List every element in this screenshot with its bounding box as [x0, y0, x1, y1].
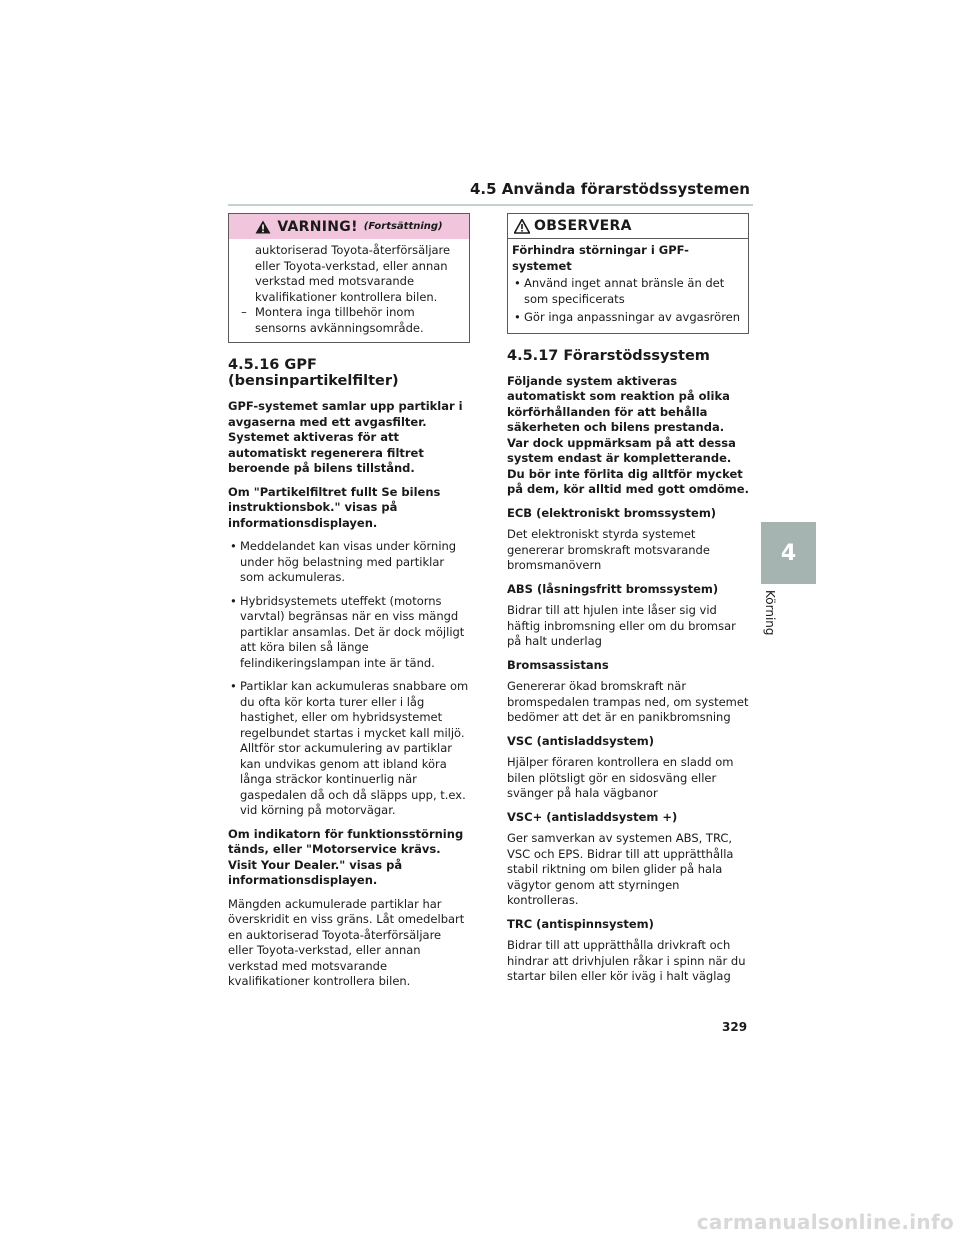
system-name: VSC (antisladdsystem) [507, 733, 655, 748]
observe-bullet-text: Gör inga anpassningar av avgasrören [524, 310, 741, 324]
gpf-intro: GPF-systemet samlar upp partiklar i avgaserna med ett avgasfilter. Systemet aktiveras för att automatiskt regenerera filtret beroende på bilens tillstånd. [228, 399, 463, 475]
header-rule [228, 204, 753, 206]
warning-item [241, 305, 461, 336]
observe-box [507, 213, 749, 334]
system-desc: Hjälper föraren kontrollera en sladd om bilen plötsligt gör en sidosväng eller svänger på hala vägbanor [507, 755, 734, 800]
observe-subheading: Förhindra störningar i GPF-systemet [512, 243, 689, 273]
warning-item-text: Montera inga tillbehör inom sensorns avkänningsområde. [255, 305, 424, 335]
system-name: TRC (antispinnsystem) [507, 916, 654, 931]
warning-header [229, 214, 469, 239]
observe-body [508, 239, 748, 333]
gpf-heading: 4.5.16 GPF (bensinpartikelfilter) [228, 357, 399, 389]
gpf-bullet-text: Meddelandet kan visas under körning under hög belastning med partiklar som ackumuleras. [240, 539, 457, 584]
warning-subtitle: (Fortsättning) [363, 221, 443, 232]
driver-heading: 4.5.17 Förarstödssystem [507, 347, 710, 364]
warning-triangle-icon [255, 220, 271, 234]
bullet-dot-icon: • [514, 276, 521, 290]
bullet-dot-icon: • [230, 539, 237, 553]
page-number: 329 [722, 1020, 748, 1034]
system-name: ECB (elektroniskt bromssystem) [507, 505, 717, 520]
system-desc: Bidrar till att hjulen inte låser sig vid häftig inbromsning eller om du bromsar på halt underlag [507, 603, 736, 648]
gpf-bullet [228, 594, 470, 672]
chapter-tab[interactable] [761, 522, 816, 584]
gpf-final-text: Mängden ackumulerade partiklar har överskridit en viss gräns. Låt omedelbart en auktoriserad Toyota-återförsäljare eller Toyota-verkstad, eller annan verkstad med motsvarande kvalifikationer kontrollera bilen. [228, 896, 465, 988]
system-name: Bromsassistans [507, 657, 609, 672]
system-desc: Det elektroniskt styrda systemet genererar bromskraft motsvarande bromsmanövern [507, 527, 710, 572]
observe-header [508, 214, 748, 239]
gpf-subheading-1: Om "Partikelfiltret fullt Se bilens instruktionsbok." visas på informationsdisplayen. [228, 484, 441, 530]
chapter-label: Körning [763, 590, 777, 636]
system-desc: Genererar ökad bromskraft när bromspedalen trampas ned, om systemet bedömer att det är en panikbromsning [507, 679, 749, 724]
bullet-dot-icon: • [230, 679, 237, 693]
gpf-bullet-text: Hybridsystemets uteffekt (motorns varvtal) begränsas när en viss mängd partiklar ansamlas. Det är dock möjligt att köra bilen så länge felindikeringslampan inte är tänd. [240, 593, 465, 670]
left-column [228, 213, 470, 998]
bullet-dot-icon: • [230, 593, 237, 608]
driver-intro: Följande system aktiveras automatiskt som reaktion på olika körförhållanden för att behålla säkerheten och bilens prestanda. Var dock uppmärksam på att dessa system endast är kompletterande. Du bör inte förlita dig alltför mycket på dem, kör alltid med gott omdöme. [507, 373, 749, 496]
gpf-bullet-text: Partiklar kan ackumuleras snabbare om du ofta kör korta turer eller i låg hastighet, eller om hybridsystemet regelbundet startas i mycket kall miljö. Alltför stor ackumulering av partiklar kan undvikas genom att ibland köra långa sträckor kontinuerlig när gaspedalen då och då släpps upp, t.ex. vid körning på motorvägar. [240, 679, 469, 817]
right-column [507, 213, 749, 993]
watermark: carmanualsonline.info [696, 1210, 954, 1234]
gpf-subheading-2: Om indikatorn för funktionsstörning tänds, eller "Motorservice krävs. Visit Your Dealer." visas på informationsdisplayen. [228, 826, 464, 887]
warning-continuation: auktoriserad Toyota-återförsäljare eller Toyota-verkstad, eller annan verkstad med motsvarande kvalifikationer kontrollera bilen. [255, 243, 451, 304]
system-name: VSC+ (antisladdsystem +) [507, 809, 678, 824]
dash-mark: – [241, 305, 247, 319]
system-desc: Bidrar till att upprätthålla drivkraft och hindrar att drivhjulen råkar i spinn när du startar bilen eller kör iväg i halt väglag [507, 938, 746, 983]
bullet-dot-icon: • [514, 310, 521, 324]
chapter-label-wrap [761, 590, 781, 654]
system-name: ABS (låsningsfritt bromssystem) [507, 581, 719, 596]
section-header: 4.5 Använda förarstödssystemen [469, 180, 750, 198]
warning-box [228, 213, 470, 343]
observe-bullet [512, 310, 742, 326]
system-desc: Ger samverkan av systemen ABS, TRC, VSC och EPS. Bidrar till att upprätthålla stabil riktning om bilen glider på hala vägytor genom att styrningen kontrolleras. [507, 831, 734, 907]
caution-icon [514, 219, 530, 234]
observe-bullet-text: Använd inget annat bränsle än det som specificerats [524, 276, 725, 306]
observe-bullet [512, 276, 742, 307]
gpf-bullet [228, 539, 470, 586]
chapter-number: 4 [780, 540, 797, 566]
warning-body [229, 239, 469, 342]
gpf-bullet [228, 679, 470, 819]
warning-title: VARNING! [277, 218, 358, 235]
observe-title: OBSERVERA [534, 218, 632, 234]
